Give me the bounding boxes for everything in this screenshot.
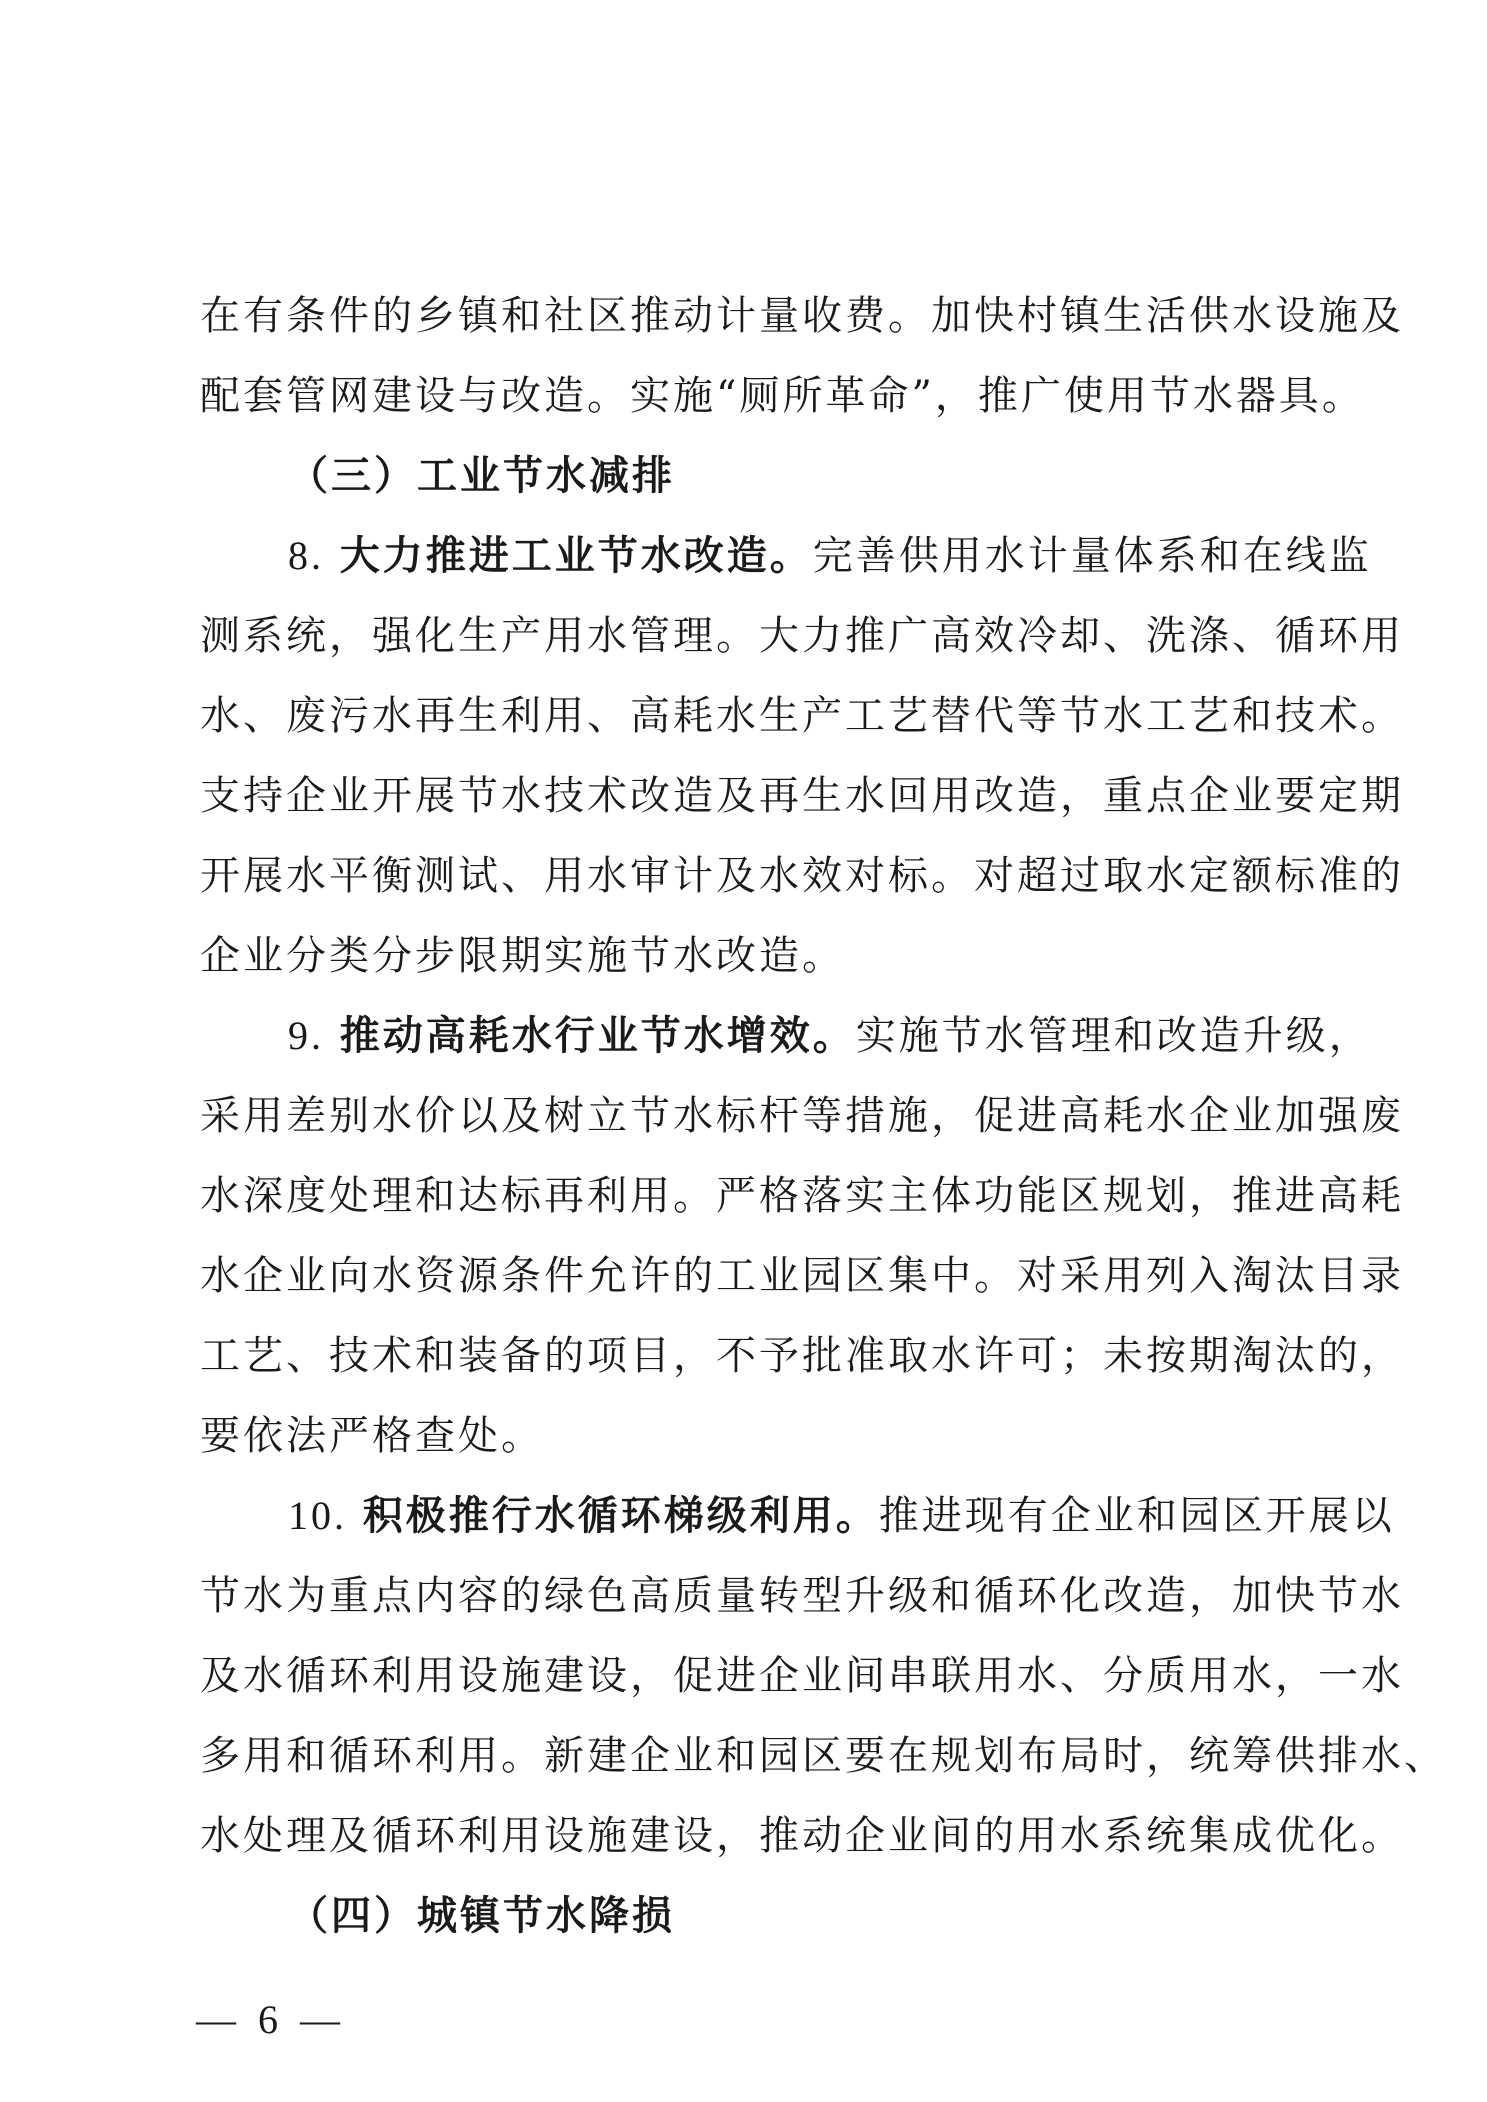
item-8-first-line — [200, 516, 1372, 596]
document-body — [200, 276, 1447, 1956]
body-line: 水企业向水资源条件允许的工业园区集中。对采用列入淘汰目录 — [200, 1253, 1404, 1299]
body-line: 工艺、技术和装备的项目，不予批准取水许可；未按期淘汰的， — [200, 1333, 1404, 1379]
body-line: 测系统，强化生产用水管理。大力推广高效冷却、洗涤、循环用 — [200, 613, 1404, 659]
body-line: 采用差别水价以及树立节水标杆等措施，促进高耗水企业加强废 — [200, 1093, 1404, 1139]
body-line: 水、废污水再生利用、高耗水生产工艺替代等节水工艺和技术。 — [200, 693, 1404, 739]
body-line: 水深度处理和达标再利用。严格落实主体功能区规划，推进高耗 — [200, 1173, 1404, 1219]
item-8-text: 完善供用水计量体系和在线监 — [812, 533, 1372, 579]
body-line: 支持企业开展节水技术改造及再生水回用改造，重点企业要定期 — [200, 773, 1404, 819]
item-8-lead: 大力推进工业节水改造。 — [339, 533, 813, 579]
page-number: — 6 — — [196, 1997, 346, 2042]
item-10-first-line — [200, 1476, 1395, 1556]
item-9-lead: 推动高耗水行业节水增效。 — [339, 1013, 856, 1059]
item-9-number: 9. — [288, 1013, 324, 1058]
body-line: 企业分类分步限期实施节水改造。 — [200, 933, 845, 979]
item-9-text: 实施节水管理和改造升级， — [855, 1013, 1372, 1059]
section-heading-4: （四）城镇节水降损 — [288, 1893, 675, 1939]
item-10-text: 推进现有企业和园区开展以 — [878, 1493, 1395, 1539]
item-9-first-line — [200, 996, 1372, 1076]
item-10-lead: 积极推行水循环梯级利用。 — [362, 1493, 879, 1539]
section-heading-3: （三）工业节水减排 — [288, 453, 675, 499]
item-8-number: 8. — [288, 533, 324, 578]
body-line: 在有条件的乡镇和社区推动计量收费。加快村镇生活供水设施及 — [200, 293, 1404, 339]
body-line: 节水为重点内容的绿色高质量转型升级和循环化改造，加快节水 — [200, 1573, 1404, 1619]
body-line: 开展水平衡测试、用水审计及水效对标。对超过取水定额标准的 — [200, 853, 1404, 899]
body-line: 配套管网建设与改造。实施“厕所革命”，推广使用节水器具。 — [200, 373, 1365, 419]
body-line: 多用和循环利用。新建企业和园区要在规划布局时，统筹供排水、 — [200, 1733, 1447, 1779]
body-line: 水处理及循环利用设施建设，推动企业间的用水系统集成优化。 — [200, 1813, 1404, 1859]
item-10-number: 10. — [288, 1493, 347, 1538]
body-line: 要依法严格查处。 — [200, 1413, 544, 1459]
body-line: 及水循环利用设施建设，促进企业间串联用水、分质用水，一水 — [200, 1653, 1404, 1699]
